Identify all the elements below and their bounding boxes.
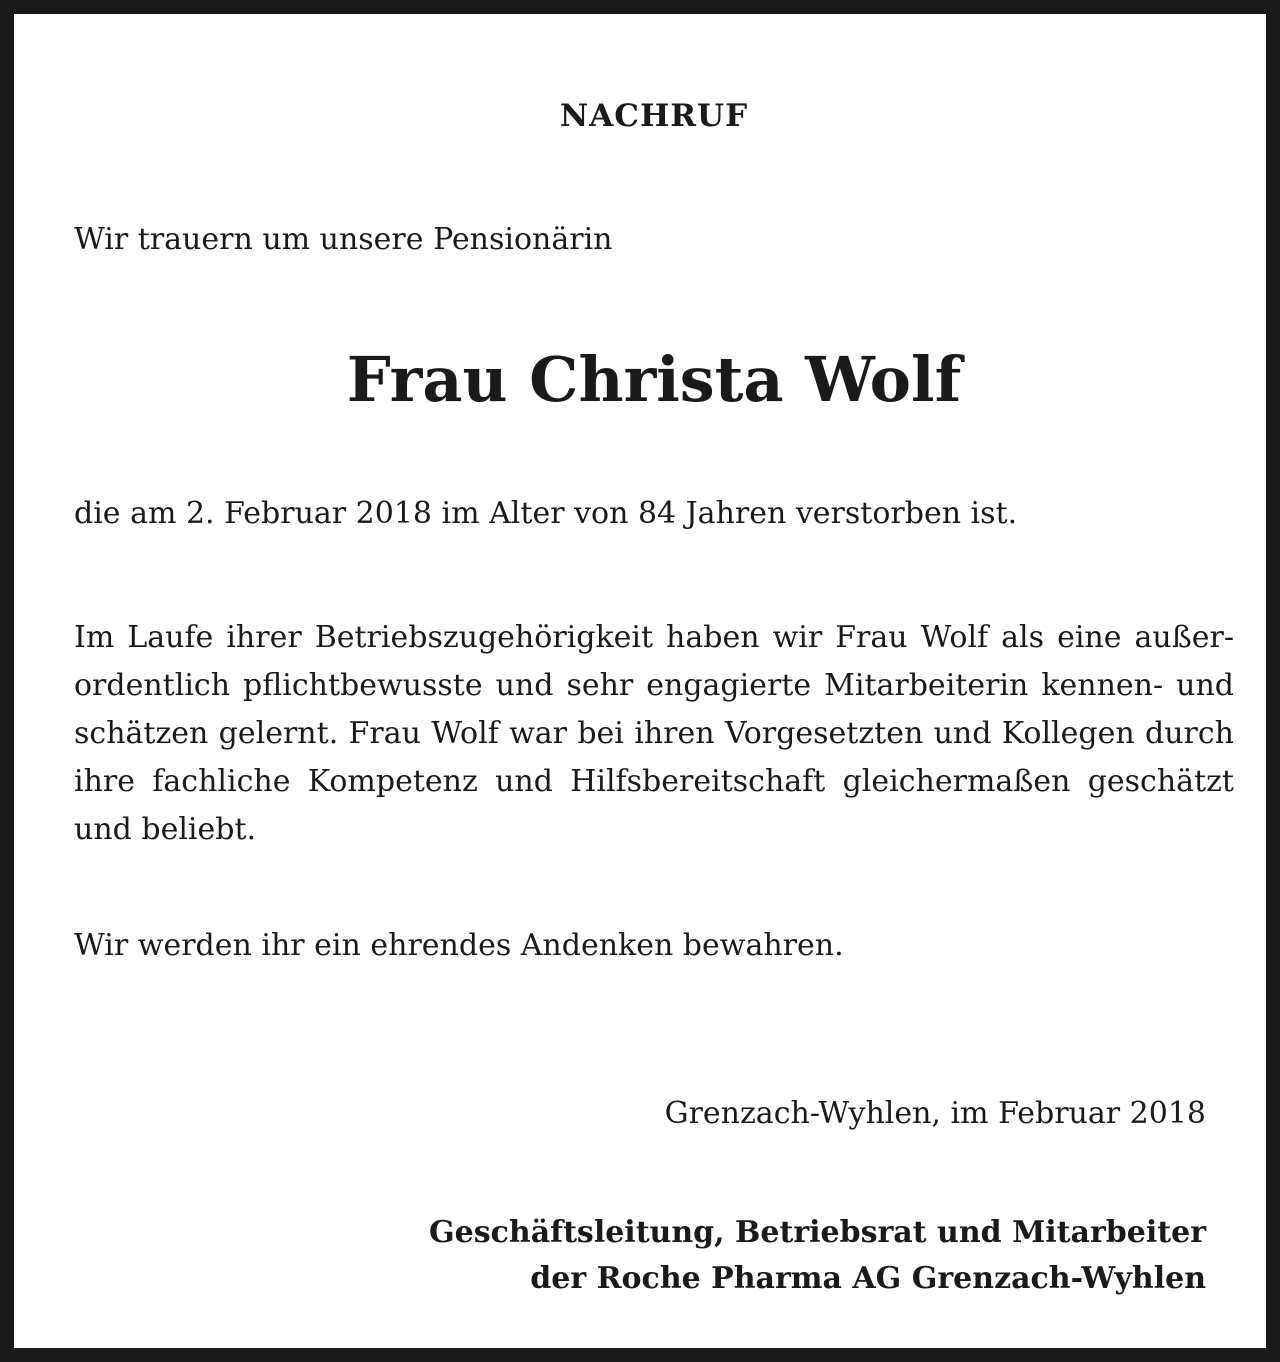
closing-line: Wir werden ihr ein ehrendes Andenken bewahren.	[74, 928, 844, 963]
notice-heading: NACHRUF	[559, 98, 749, 134]
signers-block	[429, 1210, 1206, 1302]
death-line: die am 2. Februar 2018 im Alter von 84 Jahren verstorben ist.	[74, 496, 1018, 531]
tribute-paragraph: Im Laufe ihrer Betriebszugehörigkeit haben wir Frau Wolf als eine außerordentlich pflichtbewusste und sehr engagierte Mitarbeiterin kennen- und schätzen gelernt. Frau Wolf war bei ihren Vorgesetzten und Kollegen durch ihre fachliche Kompetenz und Hilfsbereitschaft gleichermaßen geschätzt und beliebt.	[74, 620, 1234, 847]
deceased-name: Frau Christa Wolf	[346, 343, 962, 416]
intro-line: Wir trauern um unsere Pensionärin	[74, 222, 613, 257]
signers-line: der Roche Pharma AG Grenzach-Wyhlen	[530, 1261, 1206, 1296]
signers-line: Geschäftsleitung, Betriebsrat und Mitarbeiter	[429, 1215, 1206, 1250]
place-date: Grenzach-Wyhlen, im Februar 2018	[664, 1096, 1206, 1131]
